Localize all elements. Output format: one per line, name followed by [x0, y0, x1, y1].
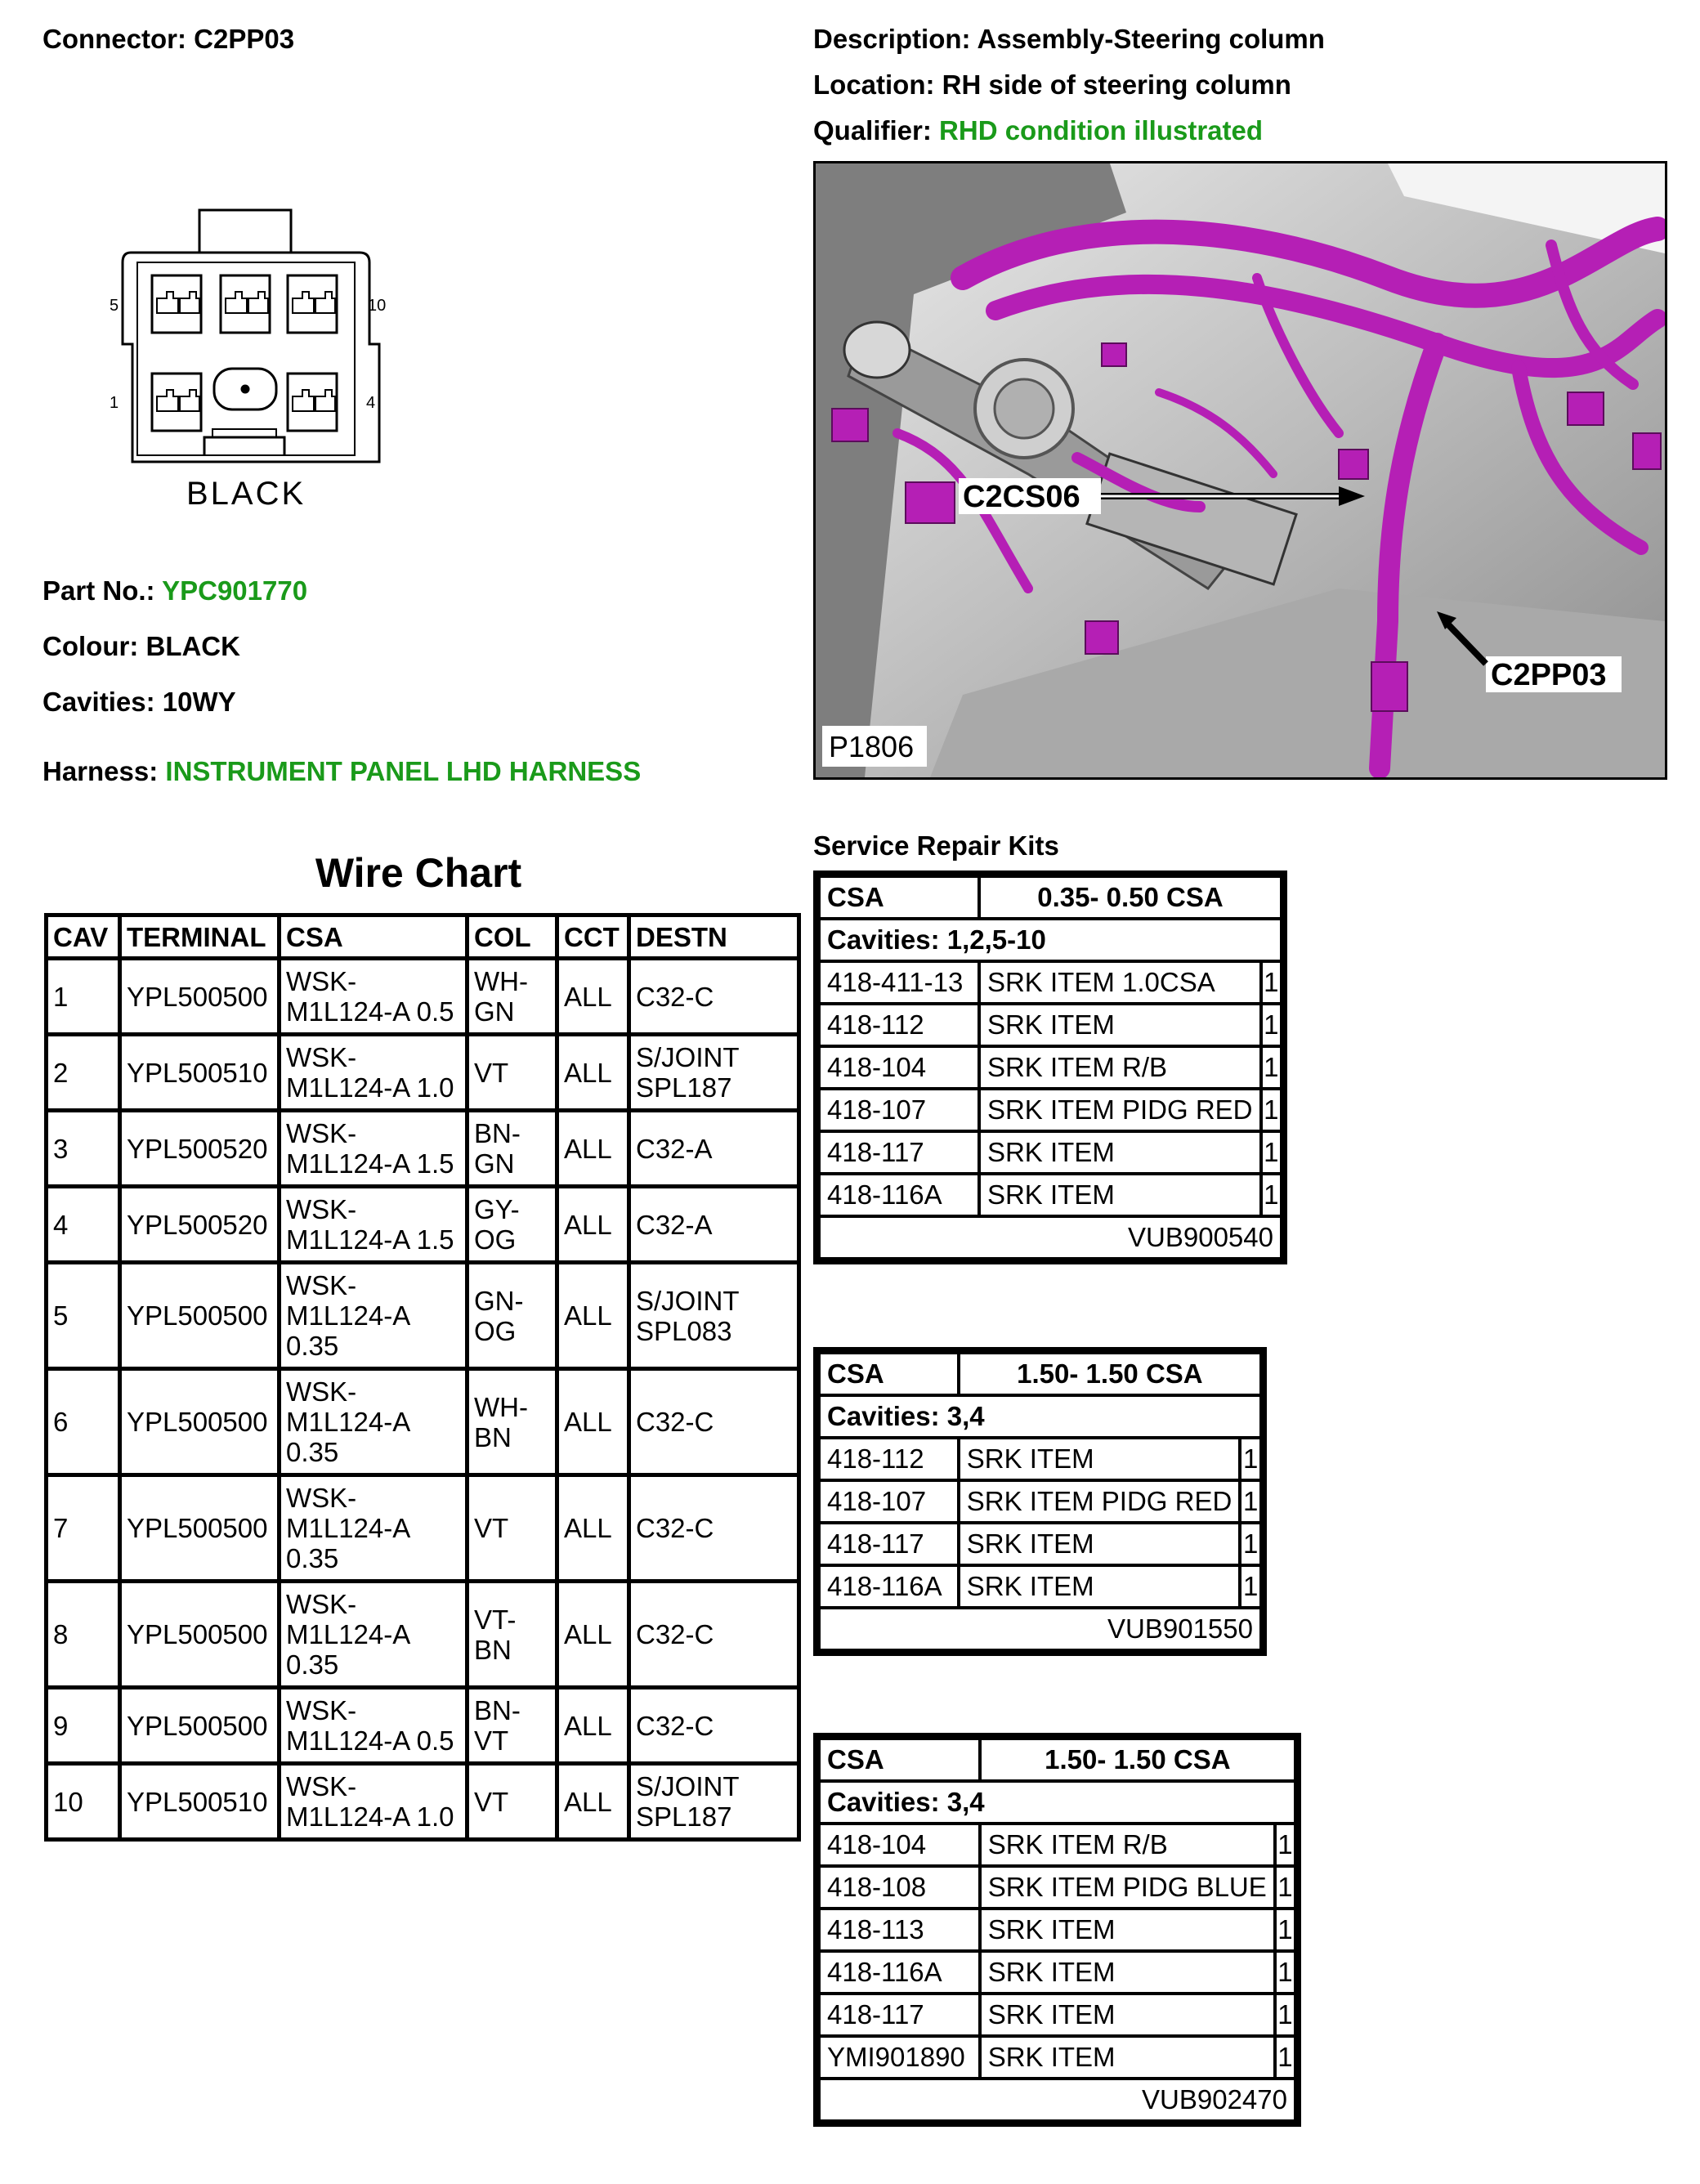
- kit-cavities-row: [819, 919, 1282, 961]
- cell-terminal-line: YPL500500: [127, 1513, 268, 1543]
- kit-item-part: 418-104: [819, 1824, 980, 1866]
- cell-csa-line: WSK-: [286, 1771, 357, 1801]
- pin-label-10: 10: [368, 297, 387, 315]
- cell-cct: [557, 959, 629, 1035]
- cell-csa-line: WSK-: [286, 1042, 357, 1072]
- kit-number-row: [819, 1216, 1282, 1259]
- wire-chart-title: Wire Chart: [315, 850, 522, 896]
- service-kit-2: [813, 1347, 1267, 1656]
- connector-line: [42, 23, 294, 56]
- cell-cct-line: ALL: [564, 1786, 612, 1817]
- wire-chart-header-row: [47, 915, 799, 959]
- kit-header-row: [819, 1353, 1261, 1395]
- cell-col-line: BN: [474, 1421, 512, 1452]
- kit-cavities-row: [819, 1395, 1261, 1438]
- cell-csa: [280, 1764, 468, 1840]
- kit-cavities: Cavities: 1,2,5-10: [819, 919, 1282, 961]
- kit-item-qty: 1: [1275, 1824, 1295, 1866]
- kit-item-qty: 1: [1261, 1174, 1282, 1216]
- cell-col-line: GN-: [474, 1285, 524, 1316]
- cell-csa-line: 0.35: [286, 1437, 339, 1467]
- cell-csa-line: M1L124-A: [286, 1300, 411, 1331]
- cell-cct-line: ALL: [564, 1407, 612, 1437]
- cell-cct: [557, 1263, 629, 1369]
- kit-item-desc: SRK ITEM: [980, 1994, 1275, 2036]
- cell-cct-line: ALL: [564, 981, 612, 1012]
- table-row: [47, 1475, 799, 1582]
- cell-csa-line: M1L124-A 0.5: [286, 1725, 454, 1756]
- cell-csa: [280, 1263, 468, 1369]
- service-kit-1: [813, 870, 1287, 1264]
- cell-destn: [629, 1688, 799, 1764]
- kit-item-qty: 1: [1240, 1438, 1261, 1480]
- colour-value: BLACK: [145, 631, 240, 661]
- kit-item-row: [819, 1046, 1282, 1089]
- cell-cav-line: 8: [53, 1619, 69, 1649]
- cell-terminal-line: YPL500500: [127, 1407, 268, 1437]
- kit-item-row: [819, 1866, 1295, 1909]
- cell-csa-line: M1L124-A 1.5: [286, 1224, 454, 1255]
- kit-number-row: [819, 1608, 1261, 1650]
- cell-col: [468, 1582, 557, 1688]
- kit-item-desc: SRK ITEM R/B: [979, 1046, 1261, 1089]
- cell-csa-line: M1L124-A: [286, 1407, 411, 1437]
- photo-ref-text: P1806: [829, 730, 915, 763]
- callout-c2pp03-text: C2PP03: [1491, 658, 1607, 692]
- cell-csa-line: WSK-: [286, 1589, 357, 1619]
- cell-destn-line: SPL187: [636, 1072, 732, 1103]
- cell-csa: [280, 1111, 468, 1187]
- cell-csa-line: WSK-: [286, 1118, 357, 1148]
- kit-item-desc: SRK ITEM: [980, 1951, 1275, 1994]
- cell-cav-line: 9: [53, 1710, 69, 1741]
- kit-item-part: 418-107: [819, 1480, 959, 1523]
- cell-col-line: VT: [474, 1513, 509, 1543]
- table-row: [47, 1582, 799, 1688]
- kit-number: VUB900540: [819, 1216, 1282, 1259]
- cell-col: [468, 1688, 557, 1764]
- qualifier-label: Qualifier:: [813, 115, 932, 145]
- kit-item-desc: SRK ITEM PIDG RED: [979, 1089, 1261, 1131]
- qualifier-value: RHD condition illustrated: [939, 115, 1264, 145]
- cell-cav-line: 7: [53, 1513, 69, 1543]
- cell-destn: [629, 1035, 799, 1111]
- kit-item-part: 418-117: [819, 1994, 980, 2036]
- cell-cct: [557, 1764, 629, 1840]
- kit-item-desc: SRK ITEM: [980, 2036, 1275, 2079]
- cell-cav: [47, 1111, 120, 1187]
- cell-destn-line: SPL083: [636, 1315, 732, 1346]
- cell-csa-line: M1L124-A: [286, 1619, 411, 1649]
- kit-item-row: [819, 2036, 1295, 2079]
- kit-item-row: [819, 1951, 1295, 1994]
- cell-col-line: BN-: [474, 1695, 521, 1725]
- cell-cav: [47, 1475, 120, 1582]
- table-row: [47, 1764, 799, 1840]
- kit-item-desc: SRK ITEM: [979, 1131, 1261, 1174]
- colour-label: Colour:: [42, 631, 139, 661]
- cell-cct-line: ALL: [564, 1057, 612, 1088]
- kit-item-qty: 1: [1261, 1046, 1282, 1089]
- cell-col-line: BN: [474, 1634, 512, 1665]
- cell-csa-line: WSK-: [286, 1270, 357, 1300]
- kit-item-row: [819, 1438, 1261, 1480]
- kit-cavities: Cavities: 3,4: [819, 1781, 1295, 1824]
- cell-terminal-line: YPL500510: [127, 1057, 268, 1088]
- harness-line: [42, 755, 641, 788]
- kit-item-desc: SRK ITEM: [959, 1523, 1241, 1565]
- kit-item-desc: SRK ITEM: [959, 1438, 1241, 1480]
- cell-destn-line: C32-A: [636, 1133, 713, 1164]
- kit-item-part: 418-104: [819, 1046, 979, 1089]
- cell-destn: [629, 1111, 799, 1187]
- cell-csa-line: M1L124-A 1.0: [286, 1801, 454, 1832]
- kit-item-part: 418-116A: [819, 1565, 959, 1608]
- cell-cct-line: ALL: [564, 1619, 612, 1649]
- kit-item-row: [819, 1131, 1282, 1174]
- kit-item-desc: SRK ITEM: [979, 1004, 1261, 1046]
- table-row: [47, 959, 799, 1035]
- table-row: [47, 1187, 799, 1263]
- kit-item-row: [819, 961, 1282, 1004]
- kit-number: VUB901550: [819, 1608, 1261, 1650]
- cell-cav-line: 2: [53, 1057, 69, 1088]
- kit-item-desc: SRK ITEM: [959, 1565, 1241, 1608]
- harness-label: Harness:: [42, 756, 159, 786]
- cell-csa: [280, 959, 468, 1035]
- connector-label: Connector:: [42, 24, 186, 54]
- kit-csa-label: CSA: [819, 1353, 959, 1395]
- col-terminal: TERMINAL: [120, 915, 280, 959]
- location-value: RH side of steering column: [942, 69, 1291, 100]
- kit-item-qty: 1: [1240, 1480, 1261, 1523]
- cell-destn-line: C32-C: [636, 981, 714, 1012]
- cell-col-line: GY-: [474, 1194, 520, 1224]
- kit-header-row: [819, 1739, 1295, 1781]
- kit-item-part: 418-108: [819, 1866, 980, 1909]
- kit-number: VUB902470: [819, 2079, 1295, 2121]
- cell-terminal: [120, 1187, 280, 1263]
- kit-item-part: YMI901890: [819, 2036, 980, 2079]
- table-row: [47, 1688, 799, 1764]
- cell-cav: [47, 1764, 120, 1840]
- cell-destn: [629, 1187, 799, 1263]
- cell-cct: [557, 1475, 629, 1582]
- kit-item-qty: 1: [1261, 961, 1282, 1004]
- cell-terminal: [120, 1475, 280, 1582]
- cell-col-line: VT-: [474, 1604, 517, 1635]
- kit-item-row: [819, 1909, 1295, 1951]
- cell-destn: [629, 1369, 799, 1475]
- kit-item-row: [819, 1004, 1282, 1046]
- harness-value: INSTRUMENT PANEL LHD HARNESS: [165, 756, 642, 786]
- cell-csa-line: WSK-: [286, 1695, 357, 1725]
- location-label: Location:: [813, 69, 935, 100]
- connector-value: C2PP03: [194, 24, 295, 54]
- cell-destn-line: C32-C: [636, 1619, 714, 1649]
- kit-item-qty: 1: [1275, 1994, 1295, 2036]
- cell-cav: [47, 1263, 120, 1369]
- cell-cct: [557, 1035, 629, 1111]
- cell-csa: [280, 1688, 468, 1764]
- cell-cct: [557, 1111, 629, 1187]
- cell-col-line: GN: [474, 1148, 515, 1179]
- cell-csa-line: 0.35: [286, 1331, 339, 1361]
- cell-destn: [629, 1263, 799, 1369]
- cell-cct: [557, 1582, 629, 1688]
- kit-item-part: 418-117: [819, 1131, 979, 1174]
- col-cct: CCT: [557, 915, 629, 959]
- cell-cav: [47, 1187, 120, 1263]
- description-value: Assembly-Steering column: [977, 24, 1325, 54]
- kit-item-row: [819, 1089, 1282, 1131]
- cell-col-line: WH-: [474, 1391, 528, 1422]
- pin-label-1: 1: [110, 394, 119, 412]
- qualifier-line: [813, 114, 1263, 147]
- cell-csa-line: M1L124-A 0.5: [286, 996, 454, 1027]
- cell-cct-line: ALL: [564, 1513, 612, 1543]
- cell-csa-line: WSK-: [286, 1376, 357, 1407]
- kit-item-part: 418-113: [819, 1909, 980, 1951]
- kit-item-qty: 1: [1275, 1909, 1295, 1951]
- kit-item-row: [819, 1994, 1295, 2036]
- cell-col-line: OG: [474, 1315, 517, 1346]
- cell-csa-line: 0.35: [286, 1543, 339, 1573]
- kit-item-row: [819, 1824, 1295, 1866]
- kit-item-row: [819, 1523, 1261, 1565]
- part-number-line: [42, 575, 307, 607]
- cell-col: [468, 1764, 557, 1840]
- kit-item-part: 418-112: [819, 1438, 959, 1480]
- cell-col-line: VT: [474, 1057, 509, 1088]
- cell-terminal: [120, 1582, 280, 1688]
- kit-item-qty: 1: [1275, 1951, 1295, 1994]
- cell-col-line: OG: [474, 1224, 517, 1255]
- description-line: [813, 23, 1325, 56]
- table-row: [47, 1035, 799, 1111]
- cell-csa-line: M1L124-A 1.0: [286, 1072, 454, 1103]
- part-number-label: Part No.:: [42, 575, 155, 606]
- kit-item-row: [819, 1480, 1261, 1523]
- kit-cavities: Cavities: 3,4: [819, 1395, 1261, 1438]
- kit-item-part: 418-116A: [819, 1174, 979, 1216]
- cell-csa-line: WSK-: [286, 1483, 357, 1513]
- kit-item-desc: SRK ITEM R/B: [980, 1824, 1275, 1866]
- pin-label-4: 4: [366, 394, 376, 412]
- cell-col: [468, 1263, 557, 1369]
- cell-csa-line: 0.35: [286, 1649, 339, 1680]
- cell-destn: [629, 1582, 799, 1688]
- col-destn: DESTN: [629, 915, 799, 959]
- kit-item-qty: 1: [1261, 1004, 1282, 1046]
- location-photo: [813, 161, 1667, 780]
- cell-terminal-line: YPL500520: [127, 1209, 268, 1240]
- kit-number-row: [819, 2079, 1295, 2121]
- location-line: [813, 69, 1291, 101]
- cell-cct: [557, 1187, 629, 1263]
- kit-item-qty: 1: [1275, 1866, 1295, 1909]
- table-row: [47, 1111, 799, 1187]
- col-col: COL: [468, 915, 557, 959]
- kit-item-desc: SRK ITEM PIDG BLUE: [980, 1866, 1275, 1909]
- cell-cav-line: 10: [53, 1786, 83, 1817]
- service-kits-title: Service Repair Kits: [813, 830, 1059, 861]
- cell-col: [468, 1475, 557, 1582]
- cell-terminal-line: YPL500500: [127, 1710, 268, 1741]
- cell-csa: [280, 1035, 468, 1111]
- cell-col: [468, 1035, 557, 1111]
- cell-terminal: [120, 1035, 280, 1111]
- kit-csa-label: CSA: [819, 1739, 980, 1781]
- cell-col: [468, 1111, 557, 1187]
- cell-csa-line: WSK-: [286, 966, 357, 996]
- cell-destn-line: C32-C: [636, 1407, 714, 1437]
- cell-destn-line: C32-C: [636, 1513, 714, 1543]
- kit-item-desc: SRK ITEM: [979, 1174, 1261, 1216]
- table-row: [47, 1263, 799, 1369]
- cell-terminal-line: YPL500500: [127, 1619, 268, 1649]
- cell-col-line: VT: [474, 1725, 509, 1756]
- cell-col: [468, 1187, 557, 1263]
- cell-terminal: [120, 1111, 280, 1187]
- kit-item-qty: 1: [1240, 1565, 1261, 1608]
- kit-item-row: [819, 1174, 1282, 1216]
- cell-terminal: [120, 959, 280, 1035]
- table-row: [47, 1369, 799, 1475]
- cell-cav-line: 6: [53, 1407, 69, 1437]
- kit-header-row: [819, 876, 1282, 919]
- cell-cav-line: 4: [53, 1209, 69, 1240]
- cell-cav: [47, 1035, 120, 1111]
- cell-destn: [629, 1764, 799, 1840]
- cell-cct-line: ALL: [564, 1209, 612, 1240]
- cell-csa: [280, 1582, 468, 1688]
- cell-cct-line: ALL: [564, 1300, 612, 1331]
- cell-destn-line: SPL187: [636, 1801, 732, 1832]
- kit-csa-range: 1.50- 1.50 CSA: [980, 1739, 1295, 1781]
- kit-csa-range: 1.50- 1.50 CSA: [959, 1353, 1261, 1395]
- kit-csa-label: CSA: [819, 876, 979, 919]
- cell-destn-line: C32-A: [636, 1209, 713, 1240]
- cell-terminal-line: YPL500500: [127, 1300, 268, 1331]
- cell-col-line: GN: [474, 996, 515, 1027]
- kit-item-part: 418-112: [819, 1004, 979, 1046]
- kit-item-desc: SRK ITEM: [980, 1909, 1275, 1951]
- cell-csa-line: M1L124-A: [286, 1513, 411, 1543]
- colour-line: [42, 630, 240, 663]
- col-csa: CSA: [280, 915, 468, 959]
- cell-terminal: [120, 1688, 280, 1764]
- description-label: Description:: [813, 24, 971, 54]
- cell-col-line: BN-: [474, 1118, 521, 1148]
- callout-c2cs06-text: C2CS06: [963, 480, 1080, 514]
- cavities-label: Cavities:: [42, 687, 155, 717]
- cell-destn-line: S/JOINT: [636, 1771, 740, 1801]
- cell-terminal-line: YPL500520: [127, 1133, 268, 1164]
- cell-terminal: [120, 1263, 280, 1369]
- cell-cct: [557, 1688, 629, 1764]
- cell-cct-line: ALL: [564, 1710, 612, 1741]
- cell-csa-line: M1L124-A 1.5: [286, 1148, 454, 1179]
- cell-cav: [47, 1688, 120, 1764]
- pin-label-5: 5: [110, 297, 119, 315]
- photo-ref: [822, 726, 927, 767]
- cell-cav-line: 1: [53, 981, 69, 1012]
- kit-item-desc: SRK ITEM PIDG RED: [959, 1480, 1241, 1523]
- cell-destn-line: S/JOINT: [636, 1285, 740, 1316]
- kit-cavities-row: [819, 1781, 1295, 1824]
- wire-chart-table: [44, 913, 801, 1842]
- kit-item-part: 418-411-13: [819, 961, 979, 1004]
- kit-item-qty: 1: [1261, 1089, 1282, 1131]
- cell-terminal: [120, 1764, 280, 1840]
- part-number-value: YPC901770: [162, 575, 308, 606]
- cell-terminal-line: YPL500500: [127, 981, 268, 1012]
- cavities-value: 10WY: [162, 687, 236, 717]
- cell-destn: [629, 959, 799, 1035]
- connector-face-diagram: [98, 200, 409, 519]
- cell-cav: [47, 1369, 120, 1475]
- kit-item-qty: 1: [1275, 2036, 1295, 2079]
- kit-item-row: [819, 1565, 1261, 1608]
- cell-csa: [280, 1187, 468, 1263]
- cell-csa: [280, 1369, 468, 1475]
- cell-destn-line: S/JOINT: [636, 1042, 740, 1072]
- service-kit-3: [813, 1733, 1301, 2127]
- cell-terminal: [120, 1369, 280, 1475]
- cell-cct-line: ALL: [564, 1133, 612, 1164]
- cell-col: [468, 1369, 557, 1475]
- kit-item-part: 418-116A: [819, 1951, 980, 1994]
- cell-terminal-line: YPL500510: [127, 1786, 268, 1817]
- cell-destn: [629, 1475, 799, 1582]
- col-cav: CAV: [47, 915, 120, 959]
- cell-col-line: VT: [474, 1786, 509, 1817]
- cell-csa: [280, 1475, 468, 1582]
- cell-col-line: WH-: [474, 966, 528, 996]
- cell-cav-line: 5: [53, 1300, 69, 1331]
- kit-csa-range: 0.35- 0.50 CSA: [979, 876, 1282, 919]
- cell-cct: [557, 1369, 629, 1475]
- kit-item-qty: 1: [1240, 1523, 1261, 1565]
- cell-cav: [47, 959, 120, 1035]
- cell-col: [468, 959, 557, 1035]
- cell-csa-line: WSK-: [286, 1194, 357, 1224]
- cell-cav-line: 3: [53, 1133, 69, 1164]
- kit-item-qty: 1: [1261, 1131, 1282, 1174]
- connector-color-text: BLACK: [186, 476, 306, 512]
- kit-item-part: 418-107: [819, 1089, 979, 1131]
- cell-cav: [47, 1582, 120, 1688]
- cavities-line: [42, 686, 236, 718]
- kit-item-part: 418-117: [819, 1523, 959, 1565]
- cell-destn-line: C32-C: [636, 1710, 714, 1741]
- kit-item-desc: SRK ITEM 1.0CSA: [979, 961, 1261, 1004]
